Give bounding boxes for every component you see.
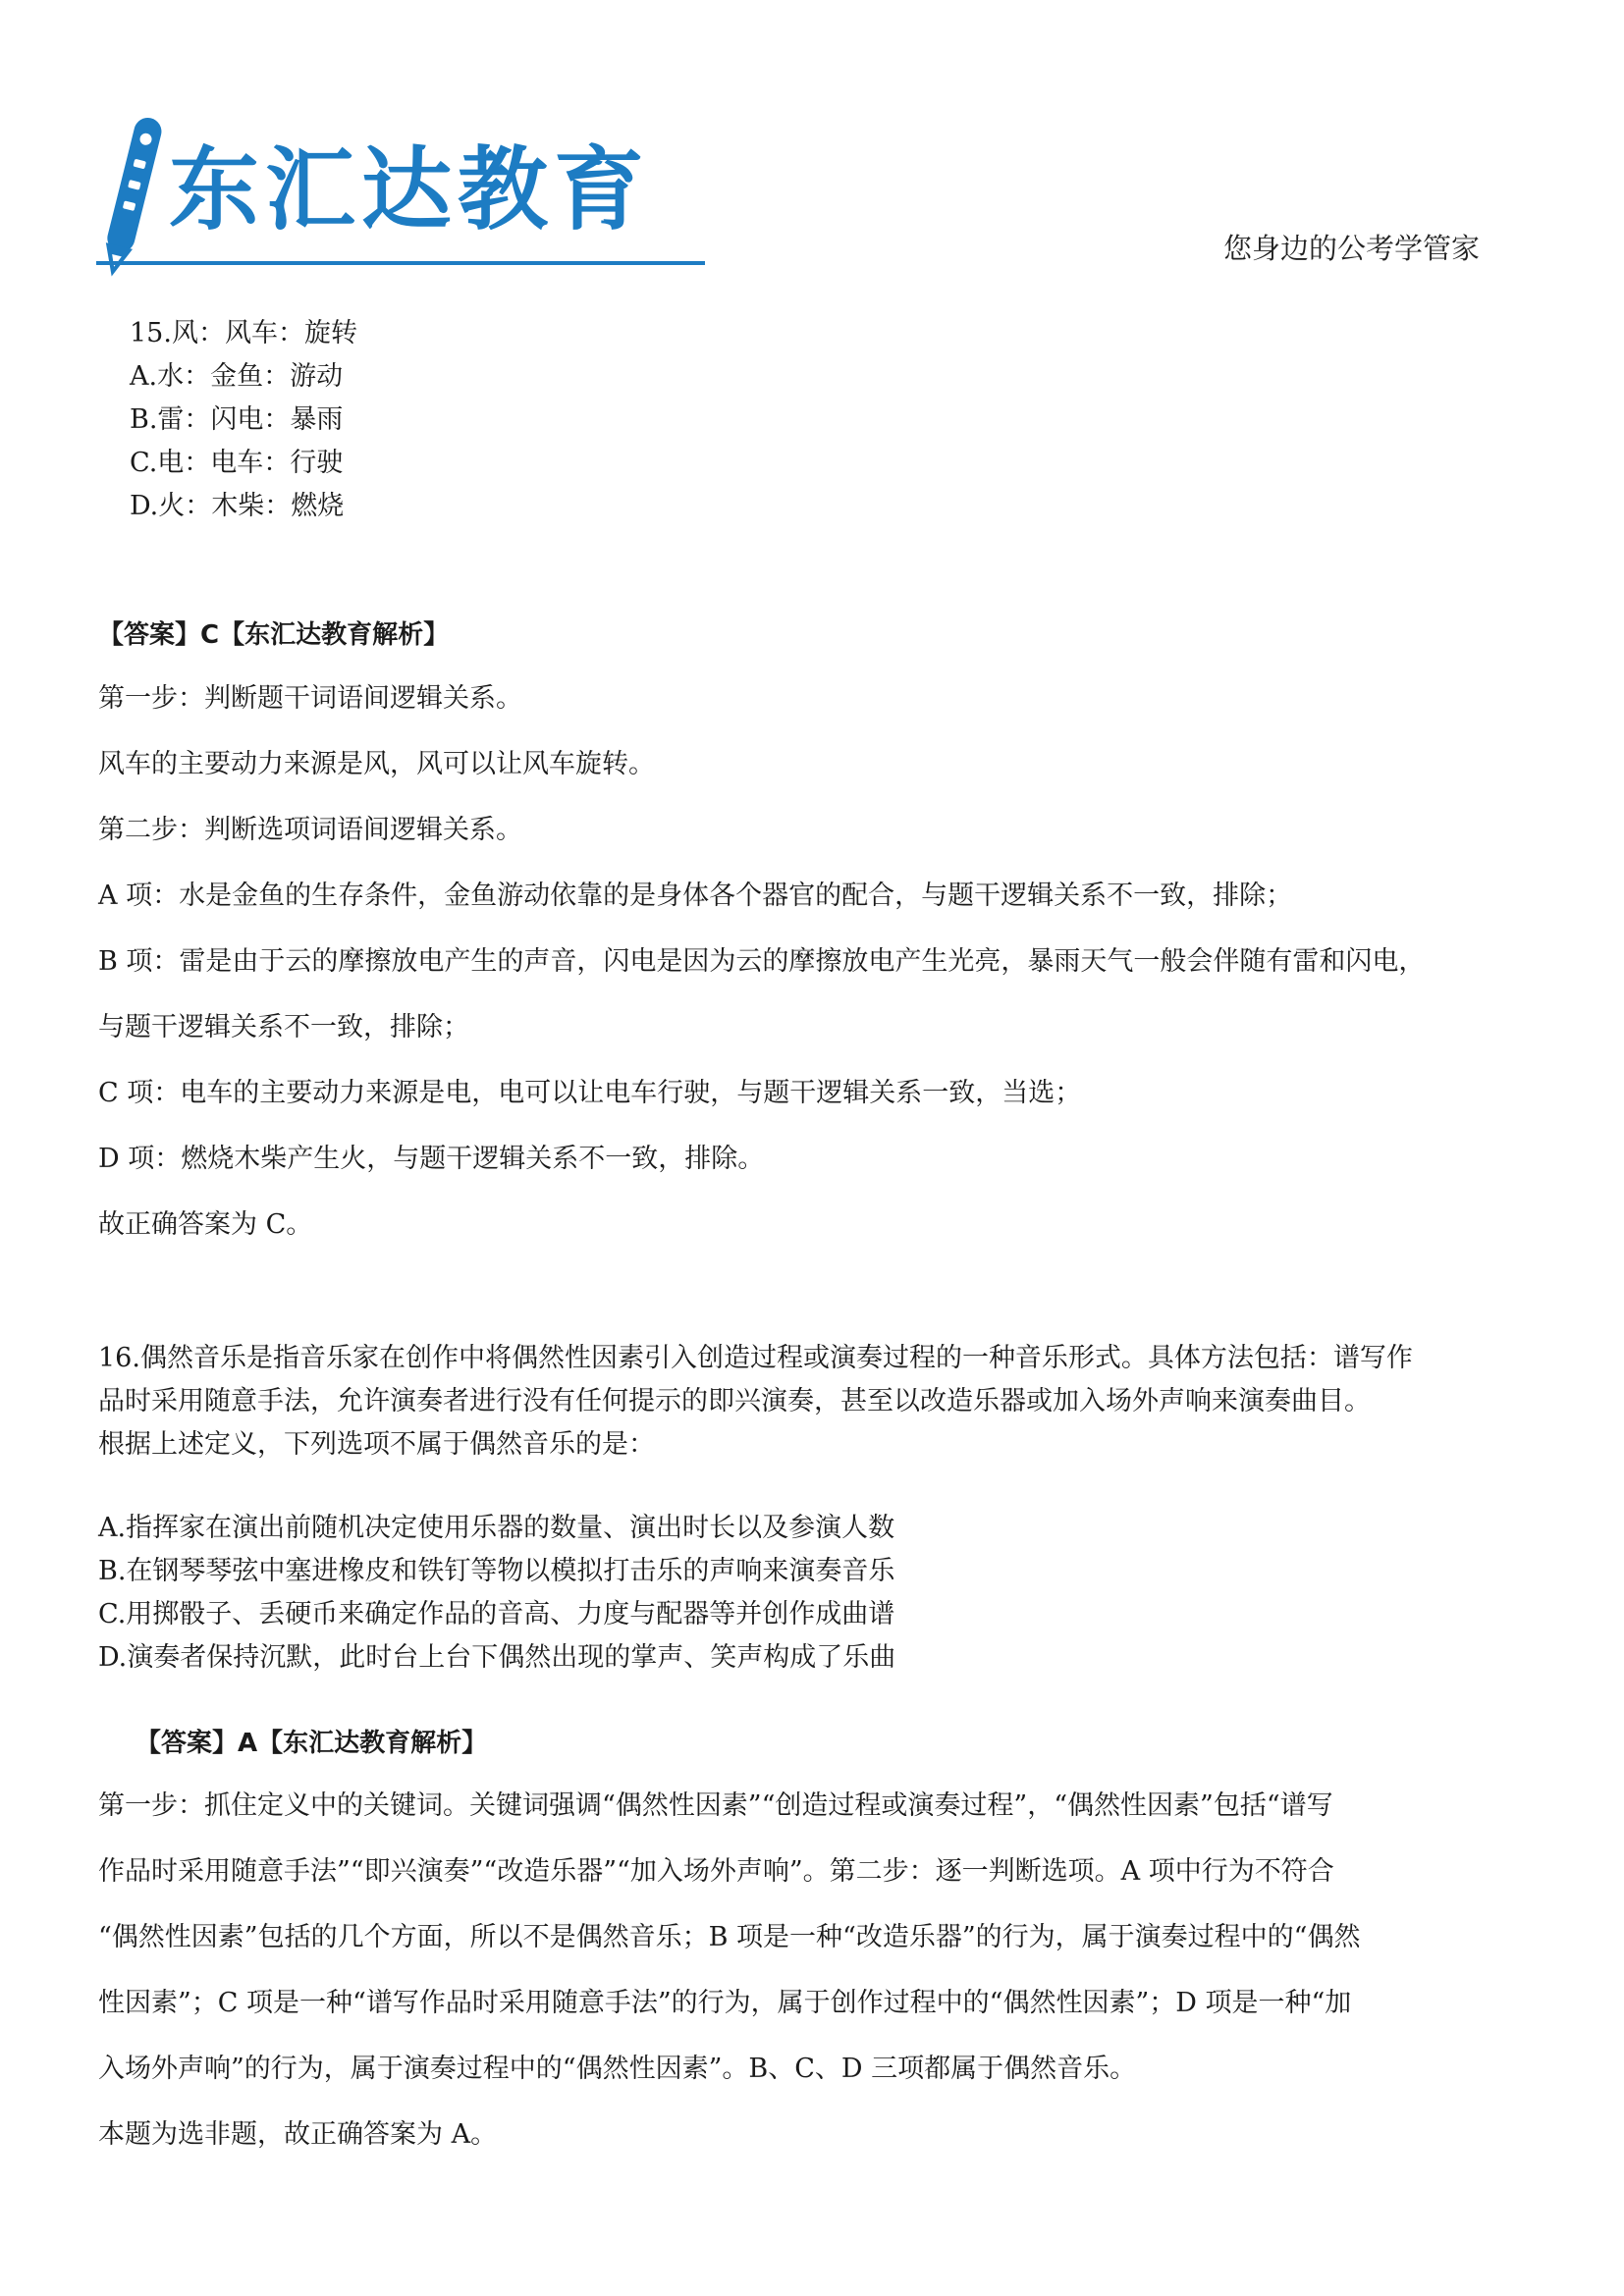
page-header xyxy=(0,0,1624,294)
analysis-line: 本题为选非题，故正确答案为 A。 xyxy=(98,2119,498,2150)
analysis-line: D 项：燃烧木柴产生火，与题干逻辑关系不一致，排除。 xyxy=(98,1144,765,1174)
analysis-line: 与题干逻辑关系不一致，排除； xyxy=(98,1012,469,1042)
question-15-option-a: A.水：金鱼：游动 xyxy=(130,361,344,392)
analysis-line: C 项：电车的主要动力来源是电，电可以让电车行驶，与题干逻辑关系一致，当选； xyxy=(98,1078,1082,1108)
analysis-line: A 项：水是金鱼的生存条件，金鱼游动依靠的是身体各个器官的配合，与题干逻辑关系不一致，排除； xyxy=(98,881,1293,911)
question-15-stem: 15.风：风车：旋转 xyxy=(130,318,357,348)
logo-wordmark: 东汇达教育 xyxy=(169,137,651,242)
analysis-line: 作品时采用随意手法”“即兴演奏”“改造乐器”“加入场外声响”。第二步：逐一判断选项。A 项中行为不符合 xyxy=(98,1856,1334,1887)
analysis-line: 第一步：判断题干词语间逻辑关系。 xyxy=(98,683,522,714)
question-16-option-b: B.在钢琴琴弦中塞进橡皮和铁钉等物以模拟打击乐的声响来演奏音乐 xyxy=(98,1556,895,1586)
stem-line: 品时采用随意手法，允许演奏者进行没有任何提示的即兴演奏，甚至以改造乐器或加入场外声响来演奏曲目。 xyxy=(98,1386,1371,1416)
question-15-option-d: D.火：木柴：燃烧 xyxy=(130,491,345,521)
question-15-answer-heading: 【答案】C【东汇达教育解析】 xyxy=(98,620,450,650)
header-slogan: 您身边的公考学管家 xyxy=(1223,232,1481,265)
question-16-answer-heading: 【答案】A【东汇达教育解析】 xyxy=(135,1729,488,1758)
question-16-option-d: D.演奏者保持沉默，此时台上台下偶然出现的掌声、笑声构成了乐曲 xyxy=(98,1642,896,1673)
question-16-option-c: C.用掷骰子、丢硬币来确定作品的音高、力度与配器等并创作成曲谱 xyxy=(98,1599,895,1629)
analysis-line: 入场外声响”的行为，属于演奏过程中的“偶然性因素”。B、C、D 三项都属于偶然音乐。 xyxy=(98,2054,1137,2084)
question-15-option-c: C.电：电车：行驶 xyxy=(130,448,344,478)
analysis-line: B 项：雷是由于云的摩擦放电产生的声音，闪电是因为云的摩擦放电产生光亮，暴雨天气一般会伴随有雷和闪电， xyxy=(98,946,1426,977)
question-16-analysis xyxy=(98,1785,1532,2179)
analysis-line: 第一步：抓住定义中的关键词。关键词强调“偶然性因素”“创造过程或演奏过程”，“偶然性因素”包括“谱写 xyxy=(98,1790,1333,1821)
question-16-stem xyxy=(98,1337,1532,1467)
analysis-line: 第二步：判断选项词语间逻辑关系。 xyxy=(98,815,522,845)
stem-line: 16.偶然音乐是指音乐家在创作中将偶然性因素引入创造过程或演奏过程的一种音乐形式。具体方法包括：谱写作 xyxy=(98,1343,1413,1373)
question-15 xyxy=(98,312,1532,528)
analysis-line: 风车的主要动力来源是风，风可以让风车旋转。 xyxy=(98,749,655,779)
question-15-analysis xyxy=(98,677,1532,1269)
pen-logo-icon xyxy=(96,110,167,283)
question-16-options xyxy=(98,1507,1532,1680)
question-16-option-a: A.指挥家在演出前随机决定使用乐器的数量、演出时长以及参演人数 xyxy=(98,1513,895,1543)
analysis-line: 故正确答案为 C。 xyxy=(98,1209,313,1240)
question-15-option-b: B.雷：闪电：暴雨 xyxy=(130,404,344,435)
stem-line: 根据上述定义，下列选项不属于偶然音乐的是： xyxy=(98,1429,655,1460)
analysis-line: “偶然性因素”包括的几个方面，所以不是偶然音乐；B 项是一种“改造乐器”的行为，属于演奏过程中的“偶然 xyxy=(98,1922,1361,1952)
analysis-line: 性因素”；C 项是一种“谱写作品时采用随意手法”的行为，属于创作过程中的“偶然性因素”；D 项是一种“加 xyxy=(98,1988,1352,2018)
logo-underline xyxy=(96,261,705,265)
